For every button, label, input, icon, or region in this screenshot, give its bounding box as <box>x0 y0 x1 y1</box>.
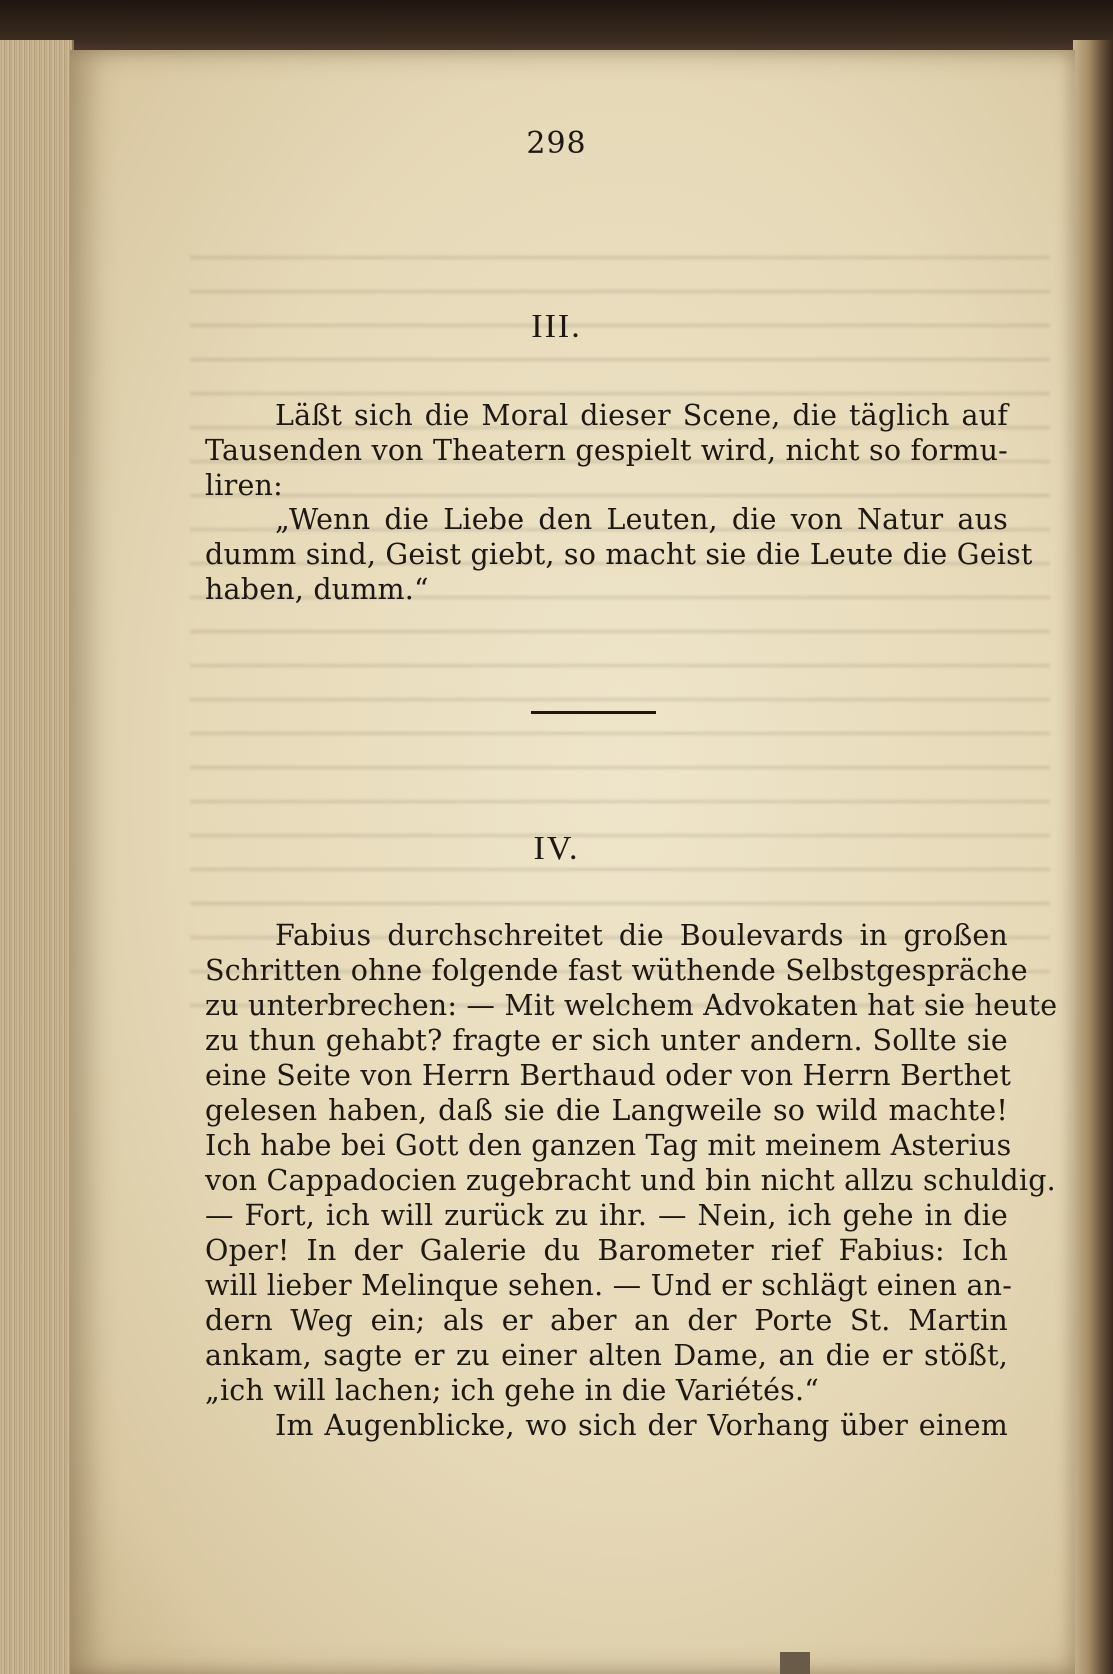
text-line: zu thun gehabt? fragte er sich unter andern. Sollte sie <box>205 1024 1008 1057</box>
page-number: 298 <box>526 126 587 161</box>
text-line: ankam, sagte er zu einer alten Dame, an die er stößt, <box>205 1339 1008 1372</box>
text-line: Schritten ohne folgende fast wüthende Selbstgespräche <box>205 954 1028 987</box>
text-line: „Wenn die Liebe den Leuten, die von Natur aus <box>275 503 1008 536</box>
text-line: zu unterbrechen: — Mit welchem Advokaten hat sie heute <box>205 989 1058 1022</box>
binding-thread <box>780 1652 810 1674</box>
text-line: gelesen haben, daß sie die Langweile so wild machte! <box>205 1094 1008 1127</box>
text-line: Fabius durchschreitet die Boulevards in großen <box>275 919 1008 952</box>
text-line: „ich will lachen; ich gehe in die Variétés.“ <box>205 1374 819 1407</box>
text-line: Tausenden von Theatern gespielt wird, nicht so formu- <box>205 434 1008 467</box>
text-line: eine Seite von Herrn Berthaud oder von Herrn Berthet <box>205 1059 1012 1092</box>
text-line: Oper! In der Galerie du Barometer rief Fabius: Ich <box>205 1234 1008 1267</box>
text-line: von Cappadocien zugebracht und bin nicht allzu schuldig. <box>205 1164 1056 1197</box>
section-divider-rule <box>531 711 656 714</box>
paragraph-iii-1 <box>205 398 1008 503</box>
text-line: dern Weg ein; als er aber an der Porte St. Martin <box>205 1304 1008 1337</box>
show-through-texture <box>190 235 1050 1015</box>
text-line: Ich habe bei Gott den ganzen Tag mit meinem Asterius <box>205 1129 1012 1162</box>
text-line: — Fort, ich will zurück zu ihr. — Nein, ich gehe in die <box>205 1199 1008 1232</box>
text-line: haben, dumm.“ <box>205 573 429 606</box>
text-line: dumm sind, Geist giebt, so macht sie die Leute die Geist <box>205 538 1033 571</box>
paragraph-iii-2 <box>205 502 1033 607</box>
text-line: liren: <box>205 469 283 502</box>
section-heading-iii: III. <box>531 308 582 345</box>
text-line: Läßt sich die Moral dieser Scene, die täglich auf <box>275 399 1008 432</box>
text-line: will lieber Melinque sehen. — Und er schlägt einen an- <box>205 1269 1013 1302</box>
paragraph-iv-1 <box>205 918 1058 1443</box>
section-heading-iv: IV. <box>533 830 580 867</box>
text-line: Im Augenblicke, wo sich der Vorhang über einem <box>275 1409 1008 1442</box>
